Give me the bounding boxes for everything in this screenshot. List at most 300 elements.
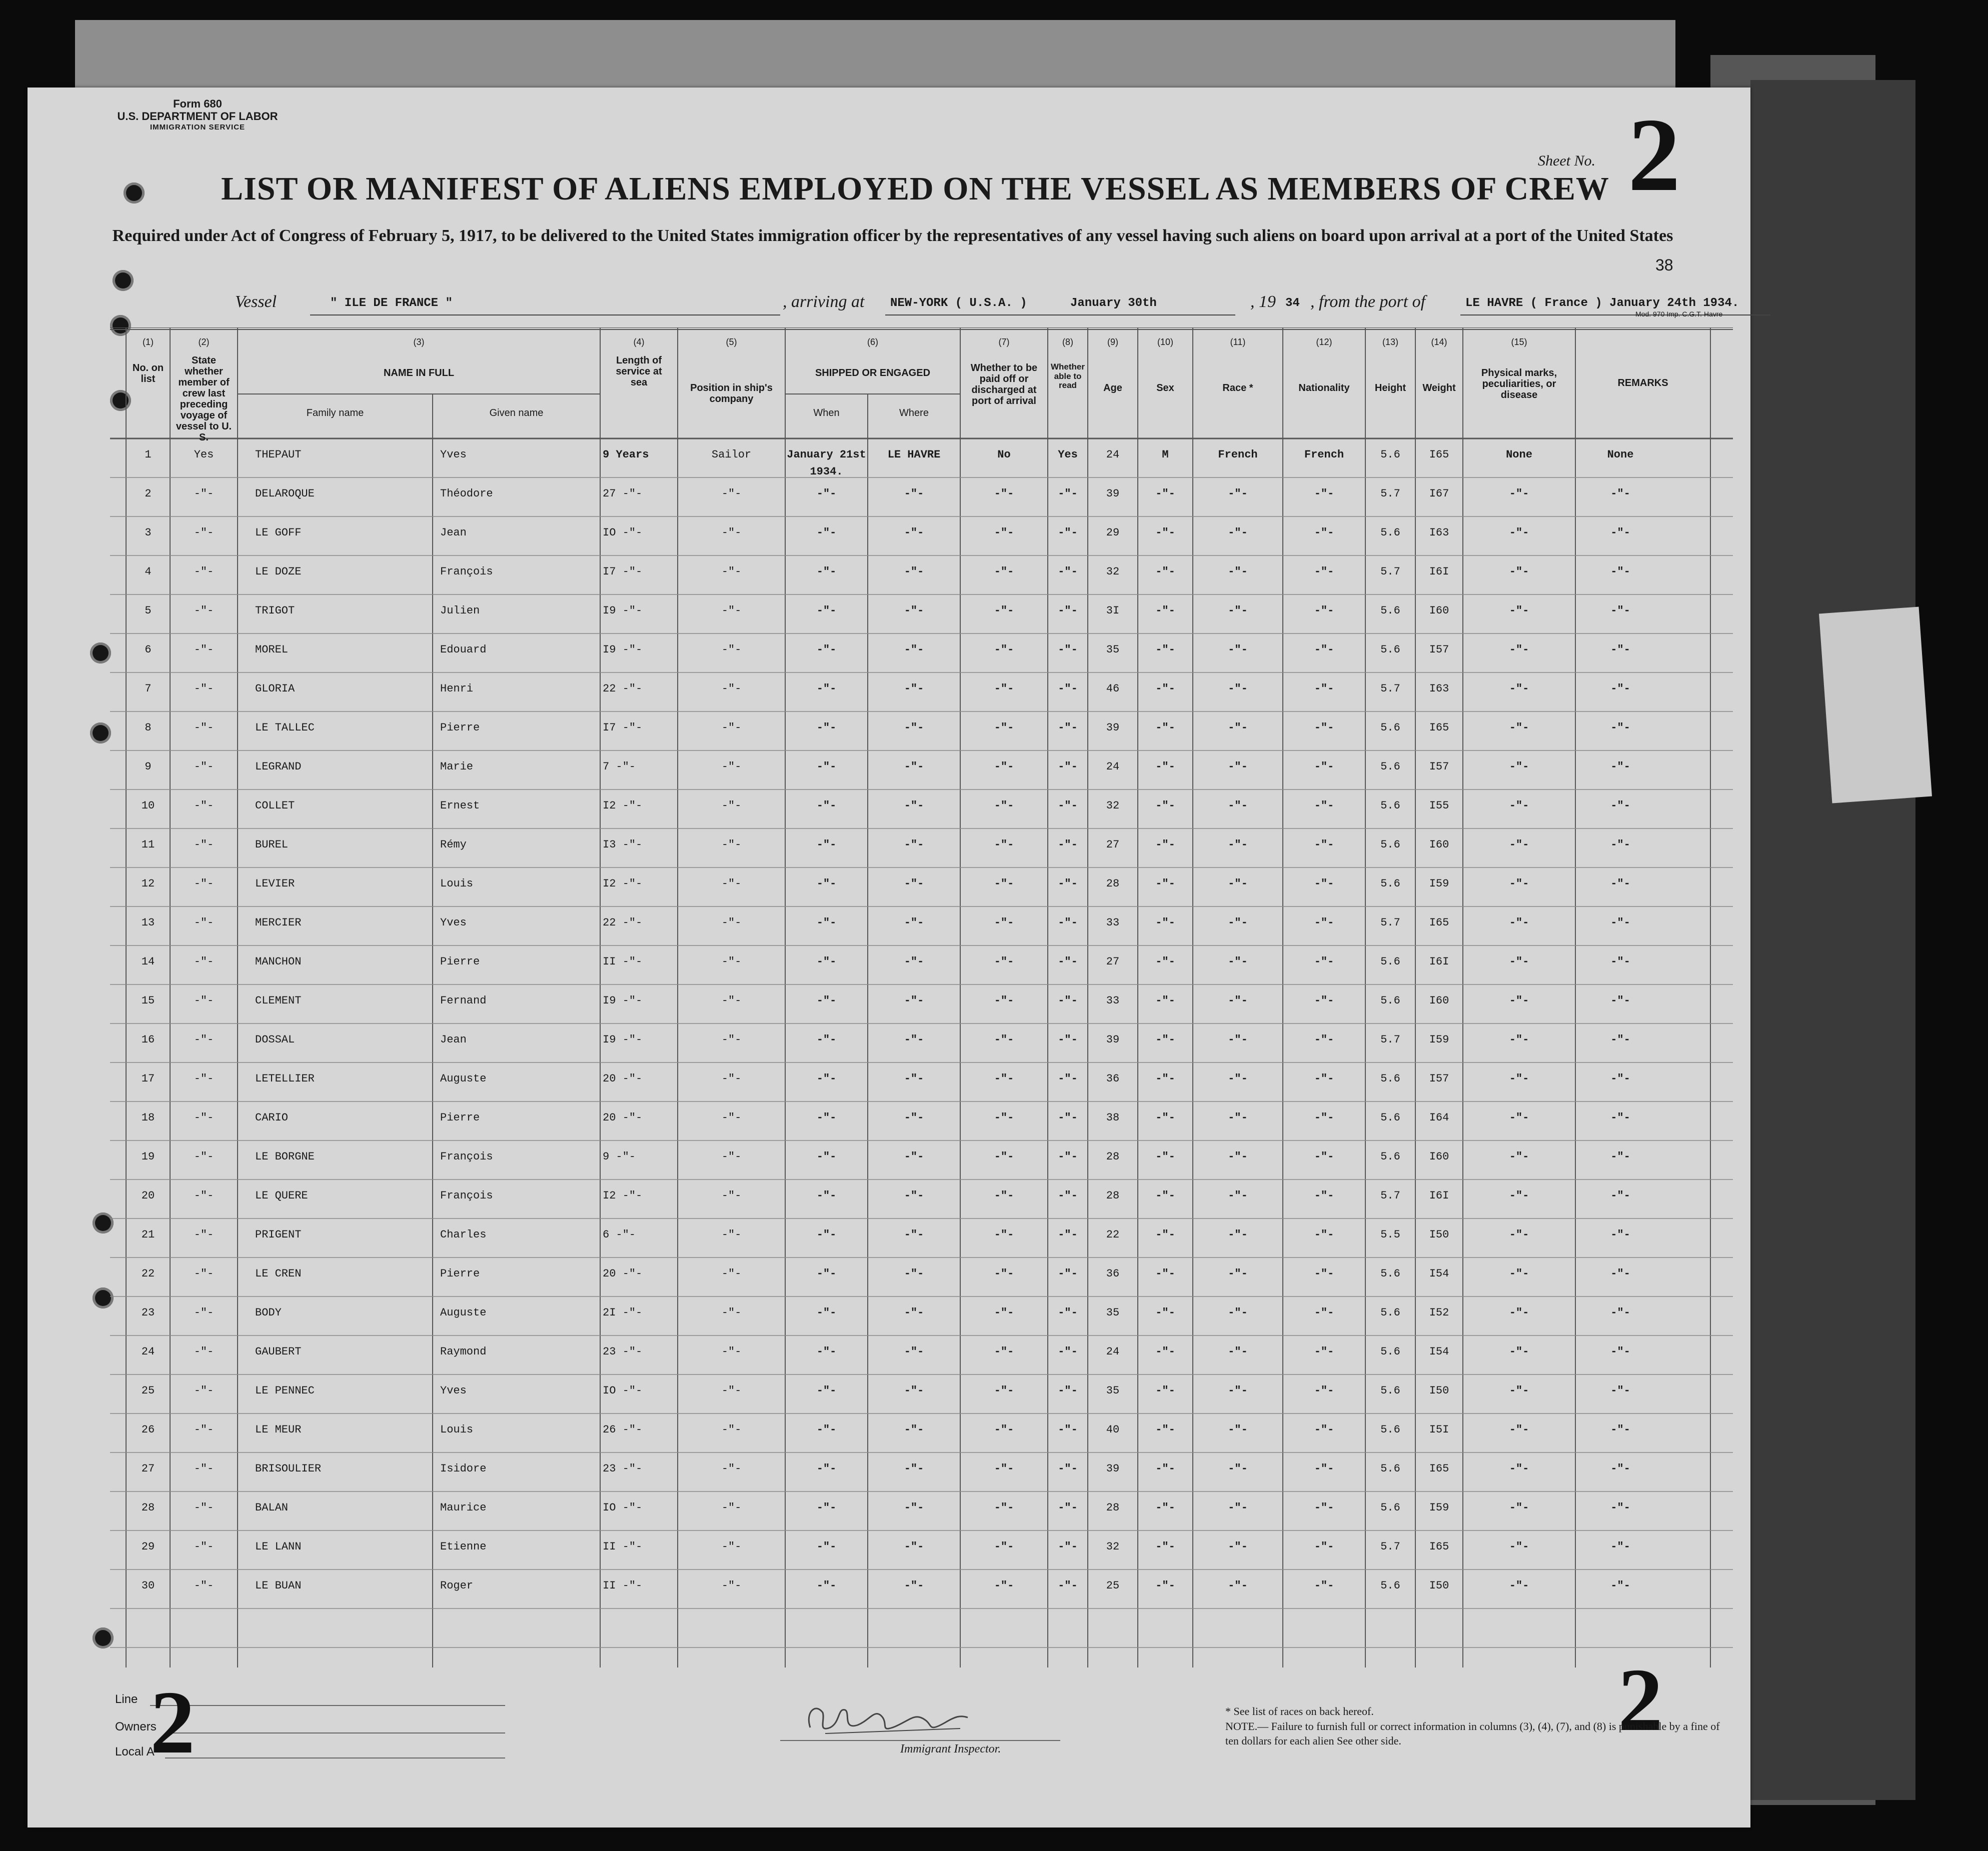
able-to-read: -"- [1058,1190,1078,1202]
position: -"- [721,1502,742,1514]
shipped-where: -"- [904,1384,924,1397]
col2-number: (2) [198,337,210,347]
position: -"- [721,956,742,968]
age: 39 [1106,722,1120,734]
height: 5.6 [1380,722,1400,734]
document-subtitle: Required under Act of Congress of February 5, 1917, to be delivered to the United States immigration officer by the representatives of any vessel having such aliens on board upon arrival at a port of the United States [112,226,1673,245]
physical-marks: -"- [1509,1190,1529,1202]
able-to-read: -"- [1058,1346,1078,1358]
length-of-service: I7 -"- [603,566,643,578]
arriving-label: , arriving at [783,292,865,311]
paid-off: -"- [994,1072,1014,1085]
sex: -"- [1155,1150,1175,1163]
paid-off: -"- [994,1268,1014,1280]
height: 5.6 [1380,448,1400,461]
able-to-read: -"- [1058,1580,1078,1592]
shipped-when: -"- [816,994,837,1007]
length-of-service: II -"- [603,1540,643,1553]
height: 5.6 [1380,526,1400,539]
nationality: -"- [1314,1228,1334,1241]
given-name: Louis [440,1424,474,1436]
shipped-where: -"- [904,838,924,851]
col1-header: No. on list [132,362,164,384]
weight: I60 [1429,1150,1449,1163]
age: 3I [1106,604,1120,617]
shipped-when: -"- [816,800,837,812]
age: 36 [1106,1072,1120,1085]
physical-marks: -"- [1509,722,1529,734]
physical-marks: -"- [1509,1384,1529,1397]
physical-marks: -"- [1509,878,1529,890]
prior-voyage: -"- [194,644,214,656]
able-to-read: -"- [1058,800,1078,812]
prior-voyage: -"- [194,1502,214,1514]
family-name: LE QUERE [255,1190,308,1202]
shipped-when: -"- [816,1112,837,1124]
race: -"- [1228,1462,1248,1475]
paid-off: -"- [994,1228,1014,1241]
shipped-when: -"- [816,604,837,617]
nationality: French [1304,448,1344,461]
row-number: 10 [141,800,155,812]
age: 22 [1106,1228,1120,1241]
nationality: -"- [1314,682,1334,695]
race: -"- [1228,1150,1248,1163]
inspector-signature [795,1692,975,1742]
race: -"- [1228,1072,1248,1085]
weight: I50 [1429,1228,1449,1241]
nationality: -"- [1314,1346,1334,1358]
paid-off: -"- [994,526,1014,539]
sex: M [1162,448,1169,461]
remarks-header: REMARKS [1617,378,1668,388]
paid-off: -"- [994,644,1014,656]
given-name: Auguste [440,1306,487,1319]
nationality: -"- [1314,1072,1334,1085]
prior-voyage: -"- [194,604,214,617]
physical-marks: -"- [1509,1150,1529,1163]
able-to-read: -"- [1058,1502,1078,1514]
able-to-read: -"- [1058,1384,1078,1397]
remarks: -"- [1610,1424,1630,1436]
sex: -"- [1155,1072,1175,1085]
shipped-when: -"- [816,1540,837,1553]
col15-number: (15) [1511,337,1527,347]
sheet-stamp-left: 2 [150,1672,195,1772]
shipped-when: -"- [816,1346,837,1358]
paid-off: -"- [994,1540,1014,1553]
position: -"- [721,682,742,695]
remarks: -"- [1610,994,1630,1007]
remarks: -"- [1610,1346,1630,1358]
family-name: DOSSAL [255,1034,295,1046]
remarks: -"- [1610,916,1630,929]
where-header: Where [899,408,929,418]
position: -"- [721,1346,742,1358]
nationality: -"- [1314,526,1334,539]
arrival-date: January 30th [1070,296,1157,310]
length-of-service: 6 -"- [603,1228,636,1241]
race: -"- [1228,566,1248,578]
height: 5.7 [1380,1034,1400,1046]
length-of-service: 22 -"- [603,682,643,695]
given-name: Pierre [440,1268,480,1280]
height: 5.6 [1380,956,1400,968]
row-number: 9 [145,760,152,773]
length-of-service: I2 -"- [603,878,643,890]
given-name: Maurice [440,1502,487,1514]
able-to-read: -"- [1058,1462,1078,1475]
remarks: -"- [1610,1268,1630,1280]
vessel-label: Vessel [235,292,277,311]
weight: I60 [1429,604,1449,617]
length-of-service: I3 -"- [603,838,643,851]
service-name: IMMIGRATION SERVICE [150,122,246,132]
sex: -"- [1155,838,1175,851]
paid-off: -"- [994,566,1014,578]
sheet-number-label: Sheet No. [1538,152,1595,169]
prior-voyage: -"- [194,1228,214,1241]
height: 5.6 [1380,878,1400,890]
prior-voyage: Yes [194,448,214,461]
col13-number: (13) [1382,337,1398,347]
race: -"- [1228,1268,1248,1280]
sex: -"- [1155,916,1175,929]
remarks: -"- [1610,1384,1630,1397]
given-name: Julien [440,604,480,617]
paid-off: -"- [994,1306,1014,1319]
binder-hole [113,270,134,291]
position: -"- [721,1190,742,1202]
races-note: * See list of races on back hereof. [1225,1705,1374,1718]
age: 33 [1106,916,1120,929]
height: 5.6 [1380,604,1400,617]
nationality: -"- [1314,1580,1334,1592]
row-number: 1 [145,448,152,461]
prior-voyage: -"- [194,1462,214,1475]
able-to-read: -"- [1058,994,1078,1007]
position: -"- [721,994,742,1007]
given-name: Charles [440,1228,487,1241]
family-name: LE DOZE [255,566,302,578]
age: 27 [1106,956,1120,968]
age: 27 [1106,838,1120,851]
shipped-when: -"- [816,682,837,695]
physical-marks: -"- [1509,760,1529,773]
height: 5.6 [1380,1112,1400,1124]
sheet-stamp-right: 2 [1618,1650,1663,1750]
race: -"- [1228,526,1248,539]
length-of-service: IO -"- [603,1502,643,1514]
remarks: -"- [1610,682,1630,695]
given-name: Isidore [440,1462,487,1475]
able-to-read: -"- [1058,604,1078,617]
race: -"- [1228,644,1248,656]
given-name: François [440,566,493,578]
shipped-when: -"- [816,1580,837,1592]
length-of-service: 20 -"- [603,1268,643,1280]
physical-marks: -"- [1509,800,1529,812]
length-of-service: 2I -"- [603,1306,643,1319]
age: 35 [1106,1384,1120,1397]
remarks: -"- [1610,604,1630,617]
given-name: Yves [440,916,467,929]
age: 46 [1106,682,1120,695]
prior-voyage: -"- [194,526,214,539]
shipped-when: -"- [816,1034,837,1046]
able-to-read: -"- [1058,1072,1078,1085]
given-name: Fernand [440,994,487,1007]
remarks: -"- [1610,956,1630,968]
paid-off: No [997,448,1011,461]
col12-header: Nationality [1298,382,1350,394]
col15-header: Physical marks, peculiarities, or disease [1481,368,1557,400]
sex: -"- [1155,566,1175,578]
height: 5.5 [1380,1228,1400,1241]
shipped-where: -"- [904,644,924,656]
form-number: Form 680 [173,98,222,110]
position: -"- [721,1384,742,1397]
prior-voyage: -"- [194,838,214,851]
race: -"- [1228,1540,1248,1553]
given-name: Jean [440,526,467,539]
family-name: LE BORGNE [255,1150,315,1163]
weight: I65 [1429,1462,1449,1475]
given-name: Pierre [440,722,480,734]
prior-voyage: -"- [194,760,214,773]
sex: -"- [1155,1112,1175,1124]
shipped-where: LE HAVRE [887,448,941,461]
shipped-where: -"- [904,1072,924,1085]
paid-off: -"- [994,1384,1014,1397]
family-name: LETELLIER [255,1072,315,1085]
weight: I6I [1429,1190,1449,1202]
nationality: -"- [1314,878,1334,890]
nationality: -"- [1314,566,1334,578]
shipped-where: -"- [904,878,924,890]
able-to-read: Yes [1058,448,1078,461]
height: 5.6 [1380,1072,1400,1085]
weight: I6I [1429,956,1449,968]
family-name: MANCHON [255,956,302,968]
row-number: 18 [141,1112,155,1124]
col9-number: (9) [1107,337,1118,347]
from-port: LE HAVRE ( France ) January 24th 1934. [1465,296,1739,310]
remarks: -"- [1610,838,1630,851]
nationality: -"- [1314,1384,1334,1397]
shipped-where: -"- [904,1034,924,1046]
given-name: Pierre [440,956,480,968]
col3-header: NAME IN FULL [383,368,455,378]
physical-marks: -"- [1509,838,1529,851]
binder-hole [124,182,145,204]
race: -"- [1228,994,1248,1007]
length-of-service: IO -"- [603,1384,643,1397]
shipped-where: -"- [904,1580,924,1592]
race: -"- [1228,956,1248,968]
race: -"- [1228,1034,1248,1046]
given-name: Raymond [440,1346,487,1358]
shipped-where: -"- [904,526,924,539]
physical-marks: -"- [1509,994,1529,1007]
paid-off: -"- [994,1190,1014,1202]
height: 5.6 [1380,760,1400,773]
position: -"- [721,1306,742,1319]
col8-number: (8) [1062,337,1073,347]
family-name: BALAN [255,1502,289,1514]
nationality: -"- [1314,1268,1334,1280]
from-port-underline [1460,314,1770,316]
age: 32 [1106,1540,1120,1553]
weight: I65 [1429,916,1449,929]
nationality: -"- [1314,1190,1334,1202]
nationality: -"- [1314,1150,1334,1163]
able-to-read: -"- [1058,1540,1078,1553]
sheet-number: 2 [1628,97,1680,213]
shipped-when: -"- [816,1462,837,1475]
sex: -"- [1155,800,1175,812]
remarks: -"- [1610,1034,1630,1046]
nationality: -"- [1314,1424,1334,1436]
sex: -"- [1155,1346,1175,1358]
age: 24 [1106,448,1120,461]
physical-marks: -"- [1509,1228,1529,1241]
remarks: -"- [1610,1462,1630,1475]
shipped-when: -"- [816,1228,837,1241]
remarks: -"- [1610,1306,1630,1319]
row-number: 29 [141,1540,155,1553]
row-number: 12 [141,878,155,890]
binder-hole [90,722,111,744]
position: -"- [721,760,742,773]
col5-header: Position in ship's company [690,382,773,404]
able-to-read: -"- [1058,838,1078,851]
physical-marks: -"- [1509,644,1529,656]
col8-header: Whether able to read [1051,362,1085,390]
paid-off: -"- [994,1580,1014,1592]
family-name: LE PENNEC [255,1384,315,1397]
family-name: LE GOFF [255,526,302,539]
weight: I54 [1429,1268,1449,1280]
given-name: Yves [440,448,467,461]
line-underline [150,1705,505,1706]
sex: -"- [1155,1580,1175,1592]
family-name: LE MEUR [255,1424,302,1436]
prior-voyage: -"- [194,1112,214,1124]
arriving-underline [885,314,1235,316]
shipped-when: -"- [816,526,837,539]
shipped-where: -"- [904,722,924,734]
from-port-label: , from the port of [1310,292,1426,311]
age: 32 [1106,800,1120,812]
paid-off: -"- [994,722,1014,734]
col4-header: Length of service at sea [616,355,662,388]
family-name: TRIGOT [255,604,295,617]
paid-off: -"- [994,1502,1014,1514]
position: -"- [721,878,742,890]
folded-paper-tab [1819,606,1932,803]
physical-marks: -"- [1509,1580,1529,1592]
prior-voyage: -"- [194,1306,214,1319]
paid-off: -"- [994,956,1014,968]
given-name: Théodore [440,488,493,500]
shipped-when: -"- [816,956,837,968]
prior-voyage: -"- [194,800,214,812]
given-name: Edouard [440,644,487,656]
weight: I55 [1429,800,1449,812]
shipped-when: -"- [816,566,837,578]
position: -"- [721,488,742,500]
position: -"- [721,1462,742,1475]
shipped-when: -"- [816,916,837,929]
height: 5.6 [1380,838,1400,851]
remarks: -"- [1610,800,1630,812]
remarks: -"- [1610,1150,1630,1163]
row-number: 25 [141,1384,155,1397]
remarks: -"- [1610,722,1630,734]
row-number: 15 [141,994,155,1007]
prior-voyage: -"- [194,1384,214,1397]
sex: -"- [1155,1034,1175,1046]
sex: -"- [1155,1228,1175,1241]
row-number: 20 [141,1190,155,1202]
physical-marks: -"- [1509,1072,1529,1085]
length-of-service: I2 -"- [603,800,643,812]
shipped-when: -"- [816,760,837,773]
age: 28 [1106,1502,1120,1514]
family-name: MERCIER [255,916,302,929]
col7-number: (7) [998,337,1010,347]
nationality: -"- [1314,644,1334,656]
paid-off: -"- [994,1112,1014,1124]
shipped-where: -"- [904,1502,924,1514]
remarks: -"- [1610,1228,1630,1241]
col12-number: (12) [1316,337,1332,347]
able-to-read: -"- [1058,1424,1078,1436]
weight: I64 [1429,1112,1449,1124]
given-name: Jean [440,1034,467,1046]
nationality: -"- [1314,1540,1334,1553]
age: 39 [1106,1462,1120,1475]
inspector-label: Immigrant Inspector. [900,1742,1001,1756]
age: 28 [1106,878,1120,890]
family-name: CLEMENT [255,994,302,1007]
position: -"- [721,1034,742,1046]
family-name: MOREL [255,644,289,656]
inspector-underline [780,1740,1060,1741]
shipped-when-year: 1934. [810,466,843,478]
race: -"- [1228,760,1248,773]
position: Sailor [711,448,752,461]
physical-marks: -"- [1509,566,1529,578]
age: 35 [1106,1306,1120,1319]
shipped-when: -"- [816,1072,837,1085]
given-name-header: Given name [489,408,544,418]
family-name: BODY [255,1306,282,1319]
able-to-read: -"- [1058,644,1078,656]
arrival-year: 34 [1285,296,1300,310]
row-number: 27 [141,1462,155,1475]
col13-header: Height [1374,382,1406,394]
remarks: -"- [1610,644,1630,656]
sex: -"- [1155,722,1175,734]
length-of-service: I7 -"- [603,722,643,734]
length-of-service: I9 -"- [603,994,643,1007]
prior-voyage: -"- [194,1540,214,1553]
paid-off: -"- [994,994,1014,1007]
shipped-where: -"- [904,1462,924,1475]
age: 32 [1106,566,1120,578]
